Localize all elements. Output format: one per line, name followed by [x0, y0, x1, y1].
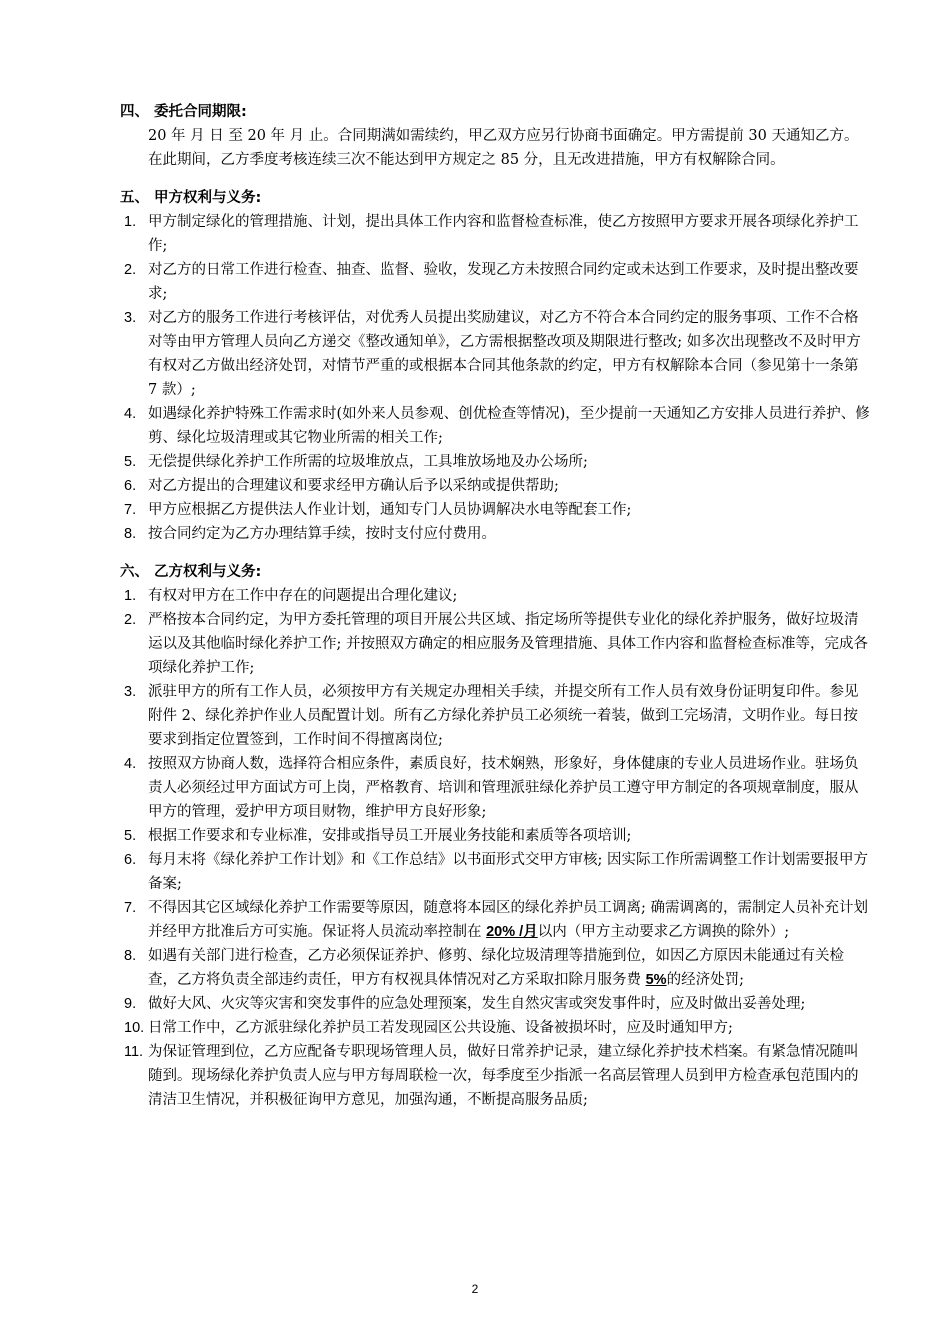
item-number: 11.: [124, 1044, 144, 1060]
section-party-b: [120, 560, 870, 1112]
list-item: [120, 1040, 870, 1112]
item-text: 以内（甲方主动要求乙方调换的除外）;: [537, 924, 790, 940]
item-number: 8.: [124, 526, 137, 542]
list-item: [120, 210, 870, 258]
list-item: [120, 522, 870, 546]
item-number: 4.: [124, 406, 137, 422]
item-text: 按照双方协商人数，选择符合相应条件，素质良好，技术娴熟，形象好，身体健康的专业人员进场作业。驻场负责人必须经过甲方面试方可上岗，严格教育、培训和管理派驻绿化养护员工遵守甲方制定的各项规章制度，服从甲方的管理，爱护甲方项目财物，维护甲方良好形象;: [148, 756, 859, 820]
list-item: [120, 258, 870, 306]
item-text: 派驻甲方的所有工作人员，必须按甲方有关规定办理相关手续，并提交所有工作人员有效身份证明复印件。参见附件 2、绿化养护作业人员配置计划。所有乙方绿化养护员工必须统一着装，做到工完场清，文明作业。每日按要求到指定位置签到，工作时间不得擅离岗位;: [148, 684, 859, 748]
item-number: 3.: [124, 310, 137, 326]
item-text: 甲方应根据乙方提供法人作业计划，通知专门人员协调解决水电等配套工作;: [148, 502, 632, 518]
item-text: 对乙方的服务工作进行考核评估，对优秀人员提出奖励建议，对乙方不符合本合同约定的服务事项、工作不合格对等由甲方管理人员向乙方递交《整改通知单》，乙方需根据整改项及期限进行整改; 如多次出现整改不及时甲方有权对乙方做出经济处罚，对情节严重的或根据本合同其他条款的约定，甲方有权解除本合同（参见第十一条第 7 款）;: [148, 310, 861, 398]
item-number: 10.: [124, 1020, 145, 1036]
item-text: 每月末将《绿化养护工作计划》和《工作总结》以书面形式交甲方审核; 因实际工作所需调整工作计划需要报甲方备案;: [148, 852, 868, 892]
item-text: 无偿提供绿化养护工作所需的垃圾堆放点，工具堆放场地及办公场所;: [148, 454, 588, 470]
list-item: [120, 680, 870, 752]
section-heading: 四、 委托合同期限:: [120, 104, 247, 120]
item-number: 7.: [124, 900, 137, 916]
list-item: [120, 896, 870, 944]
item-number: 6.: [124, 852, 137, 868]
list-item: [120, 848, 870, 896]
list-item: [120, 752, 870, 824]
section-term: [120, 100, 870, 172]
item-text: 日常工作中，乙方派驻绿化养护员工若发现园区公共设施、设备被损坏时，应及时通知甲方;: [148, 1020, 733, 1036]
list-item: [120, 584, 870, 608]
item-number: 8.: [124, 948, 137, 964]
item-number: 4.: [124, 756, 137, 772]
item-number: 2.: [124, 262, 137, 278]
paragraph: 20 年 月 日 至 20 年 月 止。合同期满如需续约，甲乙双方应另行协商书面确定。甲方需提前 30 天通知乙方。: [148, 128, 859, 144]
item-text: 有权对甲方在工作中存在的问题提出合理化建议;: [148, 588, 458, 604]
section-party-a: [120, 186, 870, 546]
list-item: [120, 306, 870, 402]
item-number: 6.: [124, 478, 137, 494]
item-number: 9.: [124, 996, 137, 1012]
penalty-rate: 5%: [645, 972, 667, 988]
section-heading: 六、 乙方权利与义务:: [120, 564, 262, 580]
item-text: 按合同约定为乙方办理结算手续，按时支付应付费用。: [148, 526, 496, 542]
page-number: 2: [471, 1282, 479, 1296]
item-number: 7.: [124, 502, 137, 518]
item-text: 的经济处罚;: [666, 972, 744, 988]
list-item: [120, 402, 870, 450]
item-text: 对乙方的日常工作进行检查、抽查、监督、验收，发现乙方未按照合同约定或未达到工作要求，及时提出整改要求;: [148, 262, 859, 302]
item-number: 1.: [124, 214, 137, 230]
item-text: 如遇绿化养护特殊工作需求时(如外来人员参观、创优检查等情况)，至少提前一天通知乙方安排人员进行养护、修剪、绿化垃圾清理或其它物业所需的相关工作;: [148, 406, 870, 446]
list-item: [120, 608, 870, 680]
item-text: 严格按本合同约定，为甲方委托管理的项目开展公共区域、指定场所等提供专业化的绿化养护服务，做好垃圾清运以及其他临时绿化养护工作; 并按照双方确定的相应服务及管理措施、具体工作内容和监督检查标准等，完成各项绿化养护工作;: [148, 612, 868, 676]
item-text: 不得因其它区域绿化养护工作需要等原因，随意将本园区的绿化养护员工调离; 确需调离的，需制定人员补充计划并经甲方批准后方可实施。保证将人员流动率控制在: [148, 900, 868, 940]
item-number: 3.: [124, 684, 137, 700]
item-text: 如遇有关部门进行检查，乙方必须保证养护、修剪、绿化垃圾清理等措施到位，如因乙方原因未能通过有关检查，乙方将负责全部违约责任，甲方有权视具体情况对乙方采取扣除月服务费: [148, 948, 844, 988]
item-number: 1.: [124, 588, 137, 604]
list-item: [120, 992, 870, 1016]
section-heading: 五、 甲方权利与义务:: [120, 190, 262, 206]
document-page: [120, 100, 870, 1126]
turnover-rate: 20% /月: [486, 924, 538, 940]
list-item: [120, 450, 870, 474]
list-item: [120, 498, 870, 522]
item-text: 做好大风、火灾等灾害和突发事件的应急处理预案，发生自然灾害或突发事件时，应及时做出妥善处理;: [148, 996, 806, 1012]
list-item: [120, 1016, 870, 1040]
item-text: 为保证管理到位，乙方应配备专职现场管理人员，做好日常养护记录，建立绿化养护技术档案。有紧急情况随叫随到。现场绿化养护负责人应与甲方每周联检一次，每季度至少指派一名高层管理人员到甲方检查承包范围内的清洁卫生情况，并积极征询甲方意见，加强沟通，不断提高服务品质;: [148, 1044, 859, 1108]
list-item: [120, 474, 870, 498]
item-number: 5.: [124, 828, 137, 844]
item-text: 对乙方提出的合理建议和要求经甲方确认后予以采纳或提供帮助;: [148, 478, 559, 494]
item-text: 甲方制定绿化的管理措施、计划，提出具体工作内容和监督检查标准，使乙方按照甲方要求开展各项绿化养护工作;: [148, 214, 859, 254]
item-number: 5.: [124, 454, 137, 470]
item-text: 根据工作要求和专业标准，安排或指导员工开展业务技能和素质等各项培训;: [148, 828, 632, 844]
paragraph: 在此期间，乙方季度考核连续三次不能达到甲方规定之 85 分，且无改进措施，甲方有权解除合同。: [148, 152, 785, 168]
item-number: 2.: [124, 612, 137, 628]
list-item: [120, 944, 870, 992]
list-item: [120, 824, 870, 848]
